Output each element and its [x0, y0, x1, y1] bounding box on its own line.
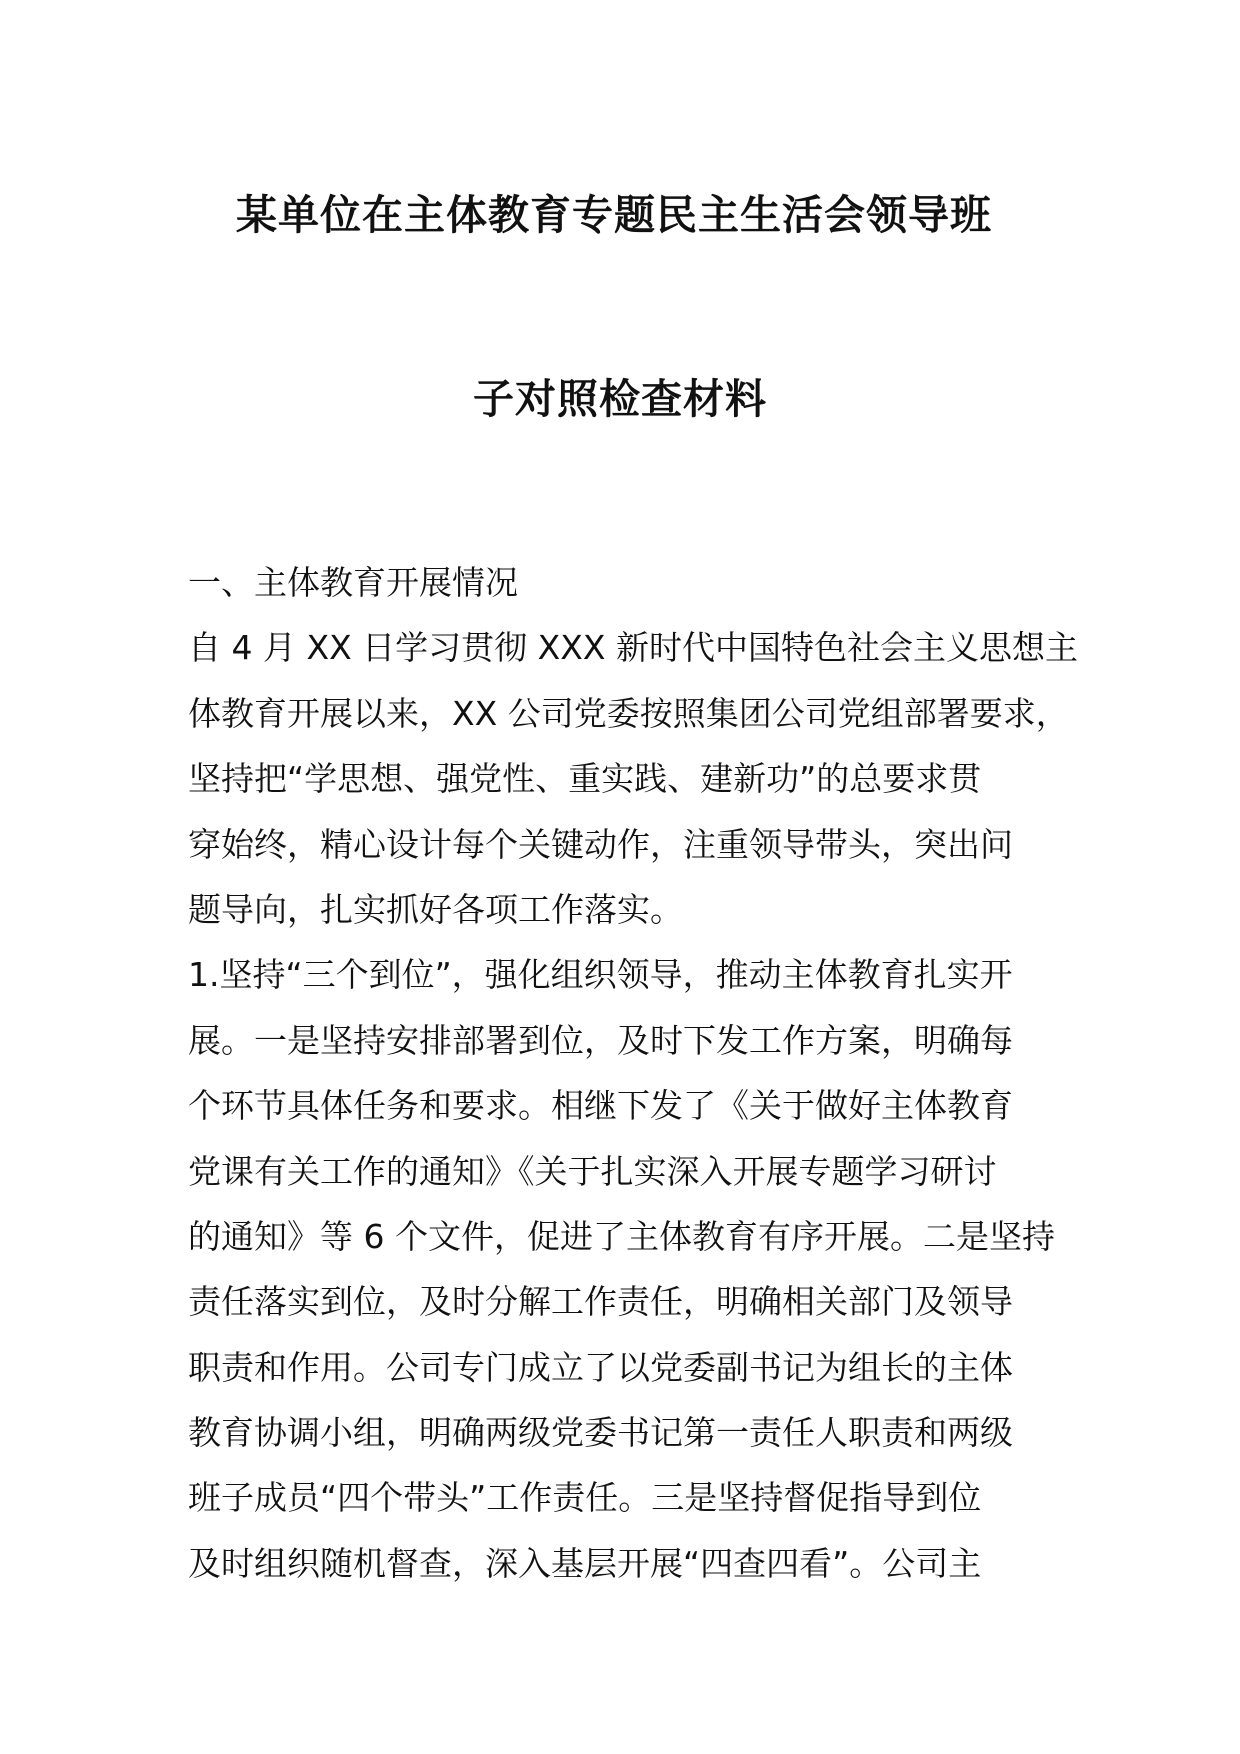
body-line: 教育协调小组，明确两级党委书记第一责任人职责和两级 [188, 1413, 1013, 1453]
body-line: 穿始终，精心设计每个关键动作，注重领导带头，突出问 [188, 824, 1013, 864]
section-heading: 一、主体教育开展情况 [188, 563, 518, 602]
body-line: 展。一是坚持安排部署到位，及时下发工作方案，明确每 [188, 1020, 1013, 1060]
document-title-line-2: 子对照检查材料 [473, 375, 767, 423]
body-line: 自 4 月 XX 日学习贯彻 XXX 新时代中国特色社会主义思想主 [188, 628, 1078, 668]
body-line: 责任落实到位，及时分解工作责任，明确相关部门及领导 [188, 1282, 1013, 1322]
body-line: 体教育开展以来，XX 公司党委按照集团公司党组部署要求， [188, 693, 1069, 733]
body-line: 班子成员“四个带头”工作责任。三是坚持督促指导到位 [188, 1478, 982, 1518]
body-line: 坚持把“学思想、强党性、重实践、建新功”的总要求贯 [188, 759, 982, 799]
document-title-line-1: 某单位在主体教育专题民主生活会领导班 [236, 191, 992, 239]
body-line: 个环节具体任务和要求。相继下发了《关于做好主体教育 [188, 1086, 1013, 1126]
body-line: 1.坚持“三个到位”，强化组织领导，推动主体教育扎实开 [188, 955, 1013, 995]
body-line: 的通知》等 6 个文件，促进了主体教育有序开展。二是坚持 [188, 1216, 1055, 1256]
body-line: 及时组织随机督查，深入基层开展“四查四看”。公司主 [188, 1543, 982, 1583]
body-line: 党课有关工作的通知》《关于扎实深入开展专题学习研讨 [188, 1151, 997, 1191]
body-line: 职责和作用。公司专门成立了以党委副书记为组长的主体 [188, 1347, 1013, 1387]
body-line: 题导向，扎实抓好各项工作落实。 [188, 889, 683, 929]
document-body [188, 550, 1078, 1596]
